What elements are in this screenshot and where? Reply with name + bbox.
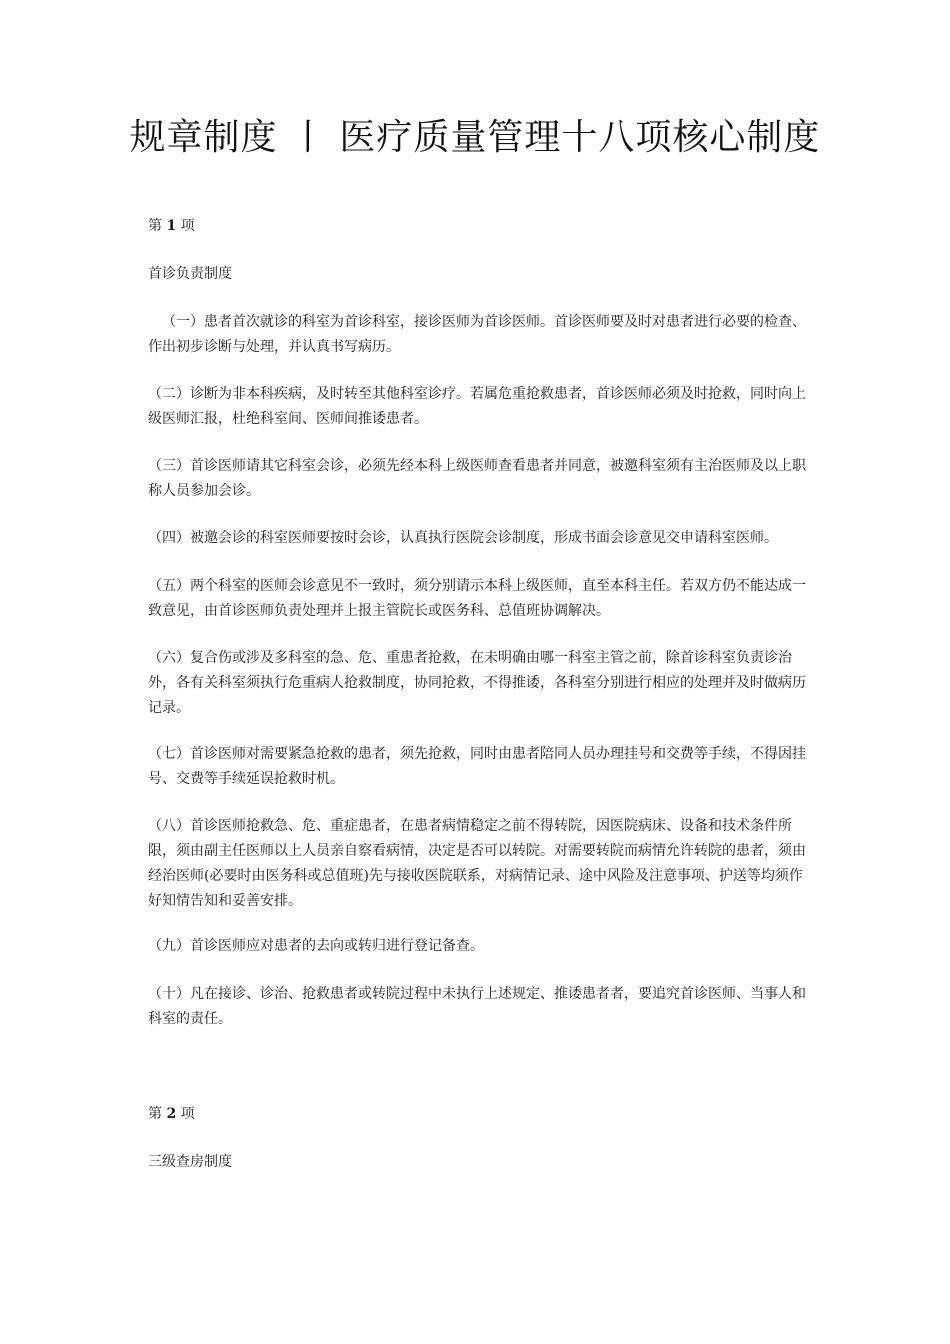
paragraph-9: （九）首诊医师应对患者的去向或转归进行登记备查。: [148, 938, 484, 954]
paragraph-10: （十）凡在接诊、诊治、抢救患者或转院过程中未执行上述规定、推诿患者者，要追究首诊医师、当事人和科室的责任。: [148, 986, 806, 1027]
paragraph-3: （三）首诊医师请其它科室会诊，必须先经本科上级医师查看患者并同意，被邀科室须有主治医师及以上职称人员参加会诊。: [148, 458, 806, 499]
item-1-heading: 首诊负责制度: [148, 266, 232, 282]
document-title: 规章制度 丨 医疗质量管理十八项核心制度: [129, 117, 821, 158]
item-1-label: [148, 214, 808, 239]
paragraph-2: （二）诊断为非本科疾病，及时转至其他科室诊疗。若属危重抢救患者，首诊医师必须及时抢救，同时向上级医师汇报，杜绝科室间、医师间推诿患者。: [148, 386, 806, 427]
item-label-number: 1: [166, 218, 177, 234]
item-label-suffix: 项: [180, 218, 195, 234]
paragraph-6: （六）复合伤或涉及多科室的急、危、重患者抢救，在未明确由哪一科室主管之前，除首诊科室负责诊治外，各有关科室须执行危重病人抢救制度，协同抢救，不得推诿，各科室分别进行相应的处理并及时做病历记录。: [148, 650, 806, 716]
item-label-prefix: 第: [148, 1106, 162, 1122]
item-label-prefix: 第: [148, 218, 162, 234]
item-2-heading: 三级查房制度: [148, 1154, 232, 1170]
paragraph-4: （四）被邀会诊的科室医师要按时会诊，认真执行医院会诊制度，形成书面会诊意见交申请科室医师。: [148, 530, 778, 546]
paragraph-1: （一）患者首次就诊的科室为首诊科室，接诊医师为首诊医师。首诊医师要及时对患者进行必要的检查、作出初步诊断与处理，并认真书写病历。: [148, 314, 806, 355]
item-2-label: [148, 1102, 808, 1127]
paragraph-7: （七）首诊医师对需要紧急抢救的患者，须先抢救，同时由患者陪同人员办理挂号和交费等手续，不得因挂号、交费等手续延误抢救时机。: [148, 746, 806, 787]
paragraph-8: （八）首诊医师抢救急、危、重症患者，在患者病情稳定之前不得转院，因医院病床、设备和技术条件所限，须由副主任医师以上人员亲自察看病情，决定是否可以转院。对需要转院而病情允许转院的患者，须由经治医师(必要时由医务科或总值班)先与接收医院联系，对病情记录、途中风险及注意事项、护送等均须作好知情告知和妥善安排。: [148, 818, 806, 909]
item-label-suffix: 项: [180, 1106, 195, 1122]
paragraph-5: （五）两个科室的医师会诊意见不一致时，须分别请示本科上级医师，直至本科主任。若双方仍不能达成一致意见，由首诊医师负责处理并上报主管院长或医务科、总值班协调解决。: [148, 578, 806, 619]
item-label-number: 2: [166, 1106, 177, 1122]
